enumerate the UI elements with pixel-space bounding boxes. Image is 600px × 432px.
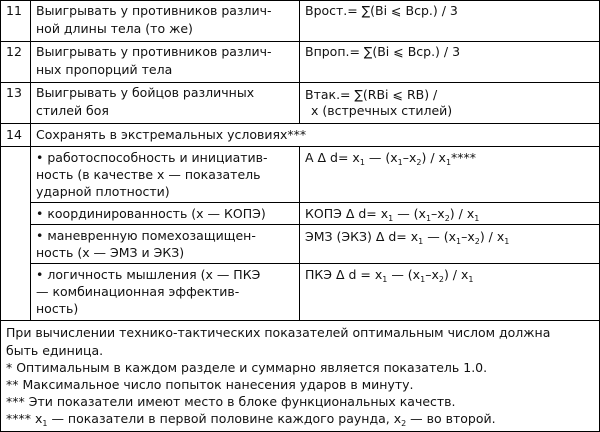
formula: A Δ $d= x_1$ — $(x_1-x_2) / x_1****$ [305, 150, 477, 167]
formula: Впроп.= ∑(Bi ⩽ Вср.) / 3 [305, 44, 461, 59]
formula: Втак.= ∑(RBi ⩽ RB) / [305, 87, 438, 102]
criterion-line: Выигрывать у противников различ- [36, 44, 272, 59]
note-line: **** $x_1$ — показатели в первой половине каждого раунда, $x_2$ — во второй. [6, 411, 496, 428]
criterion-line: ной длины тела (то же) [36, 21, 193, 36]
sub-criterion-line: ность (в качестве x — показатель [36, 167, 261, 182]
formula: Врост.= ∑(Bi ⩽ Вср.) / 3 [305, 3, 458, 18]
criterion-line: ных пропорций тела [36, 62, 173, 77]
criterion-line: Выигрывать у бойцов различных [36, 85, 255, 100]
column-divider [30, 0, 31, 320]
note-line: быть единица. [6, 343, 104, 358]
row-divider [0, 82, 600, 83]
criterion-line: Выигрывать у противников различ- [36, 3, 272, 18]
note-line: *** Эти показатели имеют место в блоке функциональных качеств. [6, 394, 456, 409]
sub-criterion-line: • логичность мышления (x — ПКЭ [36, 267, 261, 282]
subrow-divider [30, 202, 600, 203]
notes-divider [0, 320, 600, 321]
sub-criterion-line: • координированность (x — КОПЭ) [36, 206, 266, 221]
row-divider [0, 146, 600, 147]
sub-criterion-line: ударной плотности) [36, 184, 170, 199]
subrow-divider [30, 224, 600, 225]
row-number: 13 [6, 85, 22, 100]
criterion-line: стилей боя [36, 103, 109, 118]
formula: КОПЭ Δ $d= x_1$ — $(x_1-x_2) / x_1$ [305, 206, 480, 223]
row-divider [0, 41, 600, 42]
sub-criterion-line: ность) [36, 301, 79, 316]
row-number: 11 [6, 3, 22, 18]
note-line: При вычислении технико-тактических показателей оптимальным числом должна [6, 325, 551, 340]
note-line: * Оптимальным в каждом разделе и суммарно является показатель 1.0. [6, 360, 488, 375]
sub-criterion-line: ность (x — ЭМЗ и ЭКЗ) [36, 245, 185, 260]
sub-criterion-line: — комбинационная эффектив- [36, 284, 240, 299]
table-border-top [0, 0, 600, 1]
row-divider [0, 123, 600, 124]
subrow-divider [30, 263, 600, 264]
table-border-left [0, 0, 1, 432]
sub-criterion-line: • маневренную помехозащищен- [36, 228, 256, 243]
criterion-line: Сохранять в экстремальных условиях*** [36, 127, 307, 142]
formula: ЭМЗ (ЭКЗ) Δ $d= x_1$ — $(x_1-x_2) / x_1$ [305, 229, 510, 246]
formula: x (встречных стилей) [311, 103, 453, 118]
note-line: ** Максимальное число попыток нанесения ударов в минуту. [6, 377, 414, 392]
row-number: 12 [6, 44, 22, 59]
formula: ПКЭ Δ $d = x_1$ — $(x_1-x_2) / x_1$ [305, 267, 474, 284]
column-divider [299, 146, 300, 320]
sub-criterion-line: • работоспособность и инициатив- [36, 150, 268, 165]
column-divider [299, 0, 300, 123]
row-number: 14 [6, 127, 22, 142]
